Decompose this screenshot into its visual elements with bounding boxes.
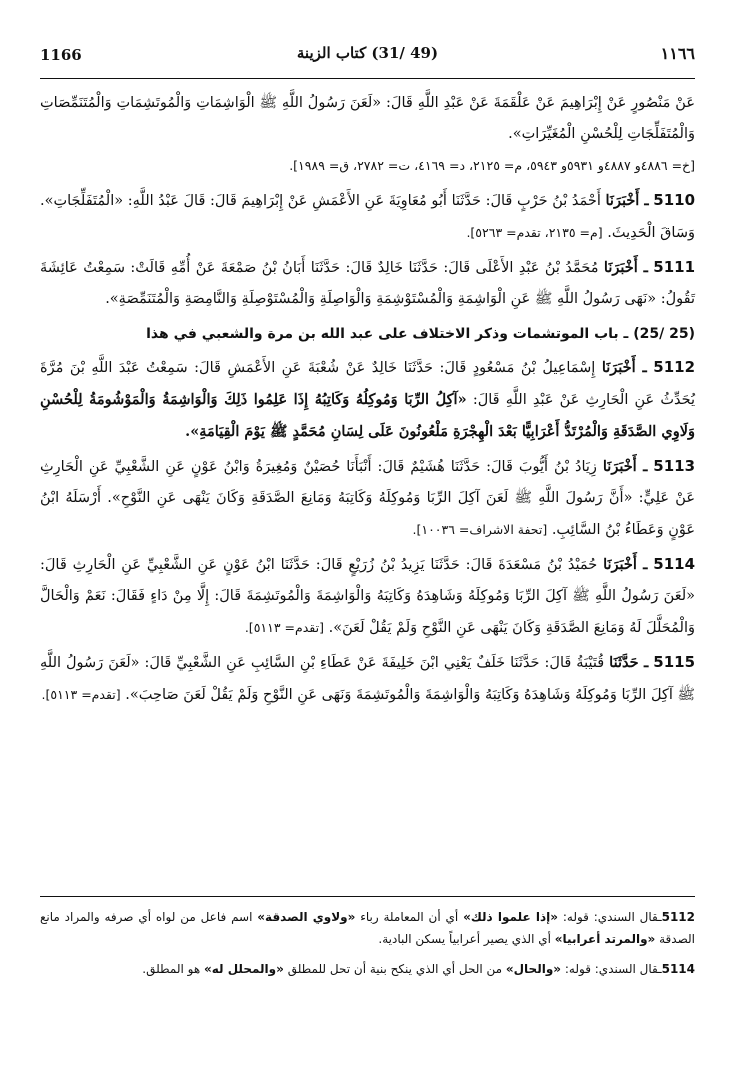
hadith-number: 5110	[653, 191, 696, 209]
hadith-5115	[40, 647, 695, 711]
hadith-5112	[40, 352, 695, 448]
chapter-heading: (25 /25) ـ باب الموتشمات وذكر الاختلاف على عبد الله بن مرة والشعبي في هذا	[146, 326, 695, 342]
intro-text: عَنْ مَنْصُورٍ عَنْ إِبْرَاهِيمَ عَنْ عَلْقَمَةَ عَنْ عَبْدِ اللَّهِ قَالَ: «لَعَنَ رَسُولُ اللَّهِ ﷺ الْوَاشِمَاتِ وَالْمُوتَشِمَاتِ وَالْمُتَنَمِّصَاتِ وَالْمُتَفَلِّجَاتِ لِلْحُسْنِ الْمُغَيِّرَاتِ».	[40, 95, 695, 142]
hadith-5110	[40, 185, 695, 249]
page-number-latin: 1166	[40, 46, 82, 64]
footnote-number: 5114	[661, 962, 695, 976]
hadith-source-verb: ـ أَخْبَرَنَا	[603, 556, 648, 573]
hadith-source-verb: ـ أَخْبَرَنَا	[602, 458, 648, 475]
hadith-text: زِيَادُ بْنُ أَيُّوبَ قَالَ: حَدَّثَنَا هُشَيْمٌ قَالَ: أَنْبَأَنَا حُصَيْنٌ وَمُغِيرَةُ وَابْنُ عَوْنٍ عَنِ الشَّعْبِيِّ عَنِ الْحَارِثِ عَنْ عَلِيٍّ: «أَنَّ رَسُولَ اللَّهِ ﷺ لَعَنَ آكِلَ الرِّبَا وَمُوكِلَهُ وَكَاتِبَهُ وَمَانِعَ الصَّدَقَةِ وَكَانَ يَنْهَى عَنِ النَّوْحِ». أَرْسَلَهُ ابْنُ عَوْنٍ وَعَطَاءُ بْنُ السَّائِبِ.	[40, 459, 695, 538]
hadith-quote: «آكِلُ الرِّبَا وَمُوكِلُهُ وَكَاتِبُهُ إِذَا عَلِمُوا ذَلِكَ وَالْوَاشِمَةُ وَالْمَوْشُومَةُ لِلْحُسْنِ وَلَاوِي الصَّدَقَةِ وَالْمُرْتَدُّ أَعْرَابِيًّا بَعْدَ الْهِجْرَةِ مَلْعُونُونَ عَلَى لِسَانِ مُحَمَّدٍ ﷺ يَوْمَ الْقِيَامَةِ».	[40, 391, 695, 440]
hadith-source-verb: ـ أَخْبَرَنَا	[603, 259, 648, 276]
footnote-quote: «ولاوي الصدقة»	[257, 910, 356, 924]
footnote-5114	[40, 958, 695, 980]
footnote-quote: «والمرتد أعرابيا»	[554, 932, 656, 946]
page-header	[40, 44, 695, 68]
hadith-text: مُحَمَّدُ بْنُ عَبْدِ الأَعْلَى قَالَ: حَدَّثَنَا خَالِدٌ قَالَ: حَدَّثَنَا أَبَانُ بْنُ صَمْعَةَ عَنْ أُمِّهِ قَالَتْ: سَمِعْتُ عَائِشَةَ تَقُولُ: «نَهَى رَسُولُ اللَّهِ ﷺ عَنِ الْوَاشِمَةِ وَالْمُسْتَوْشِمَةِ وَالْوَاصِلَةِ وَالْمُسْتَوْصِلَةِ وَالنَّامِصَةِ وَالْمُتَنَمِّصَةِ».	[40, 260, 695, 307]
main-text	[40, 88, 695, 714]
hadith-reference: [تقدم= ٥١١٣].	[41, 687, 121, 702]
hadith-reference: [تقدم= ٥١١٣].	[244, 620, 324, 635]
footnote-text: أي الذي يصير أعرابياً يسكن البادية.	[378, 932, 551, 946]
hadith-reference: [م= ٢١٣٥، تقدم= ٥٢٦٣].	[466, 225, 603, 240]
hadith-text: حُمَيْدُ بْنُ مَسْعَدَةَ قَالَ: حَدَّثَنَا يَزِيدُ بْنُ زُرَيْعٍ قَالَ: حَدَّثَنَا ابْنُ عَوْنٍ عَنِ الشَّعْبِيِّ عَنِ الْحَارِثِ قَالَ: «لَعَنَ رَسُولُ اللَّهِ ﷺ آكِلَ الرِّبَا وَمُوكِلَهُ وَشَاهِدَهُ وَكَاتِبَهُ وَالْوَاشِمَةَ وَالْمُوتَشِمَةَ قَالَ: إِلَّا مِنْ دَاءٍ فَقَالَ: نَعَمْ وَالْحَالَّ وَالْمُحَلَّلَ لَهُ وَمَانِعَ الصَّدَقَةِ وَكَانَ يَنْهَى عَنِ النَّوْحِ وَلَمْ يَقُلْ لَعَنَ».	[40, 557, 695, 636]
footnote-quote: «والحال»	[505, 962, 562, 976]
hadith-number: 5111	[653, 258, 696, 276]
hadith-source-verb: ـ حَدَّثَنَا	[609, 654, 649, 671]
hadith-number: 5115	[653, 653, 696, 671]
footnote-divider	[40, 896, 695, 897]
hadith-5113	[40, 451, 695, 546]
hadith-source-verb: ـ أَخْبَرَنَا	[605, 192, 649, 209]
hadith-text: أَحْمَدُ بْنُ حَرْبٍ قَالَ: حَدَّثَنَا أَبُو مُعَاوِيَةَ عَنِ الأَعْمَشِ عَنْ إِبْرَاهِيمَ قَالَ: قَالَ عَبْدُ اللَّهِ: «الْمُتَفَلِّجَاتِ». وَسَاقَ الْحَدِيثَ.	[40, 193, 695, 241]
hadith-5114	[40, 549, 695, 644]
intro-reference: [خ= ٤٨٨٦و ٤٨٨٧و ٥٩٣١و ٥٩٤٣، م= ٢١٢٥، د= ٤١٦٩، ت= ٢٧٨٢، ق= ١٩٨٩].	[289, 158, 695, 173]
footnote-text: اسم فاعل من لواه أي صرفه والمراد مانع الصدقة	[40, 910, 695, 946]
footnote-text: هو المطلق.	[142, 962, 201, 976]
footnotes	[40, 906, 695, 988]
hadith-number: 5113	[653, 457, 696, 475]
footnote-lead: ـقال السندي: قوله:	[562, 910, 662, 924]
hadith-reference: [تحفة الاشراف= ١٠٠٣٦].	[412, 522, 548, 537]
footnote-number: 5112	[661, 910, 696, 924]
hadith-5111	[40, 252, 695, 315]
intro-paragraph	[40, 88, 695, 182]
footnote-quote: «والمحلل له»	[204, 962, 284, 976]
hadith-source-verb: ـ أَخْبَرَنَا	[601, 359, 647, 376]
footnote-text: من الحل أي الذي ينكح بنية أن تحل للمطلق	[287, 962, 503, 976]
footnote-quote: «إذا علموا ذلك»	[463, 910, 558, 924]
hadith-number: 5112	[653, 358, 696, 376]
footnote-5112	[40, 906, 695, 950]
header-divider	[40, 78, 695, 79]
hadith-text: إِسْمَاعِيلُ بْنُ مَسْعُودٍ قَالَ: حَدَّثَنَا خَالِدٌ عَنْ شُعْبَةَ عَنِ الأَعْمَشِ قَالَ: سَمِعْتُ عَبْدَ اللَّهِ بْنَ مُرَّةَ يُحَدِّثُ عَنِ الْحَارِثِ عَنْ عَبْدِ اللَّهِ قَالَ:	[40, 360, 696, 408]
footnote-lead: ـقال السندي: قوله:	[564, 962, 662, 976]
hadith-number: 5114	[653, 555, 696, 573]
page-number-arabic: ١١٦٦	[660, 44, 695, 63]
running-title: (49 /31) كتاب الزينة	[296, 44, 439, 62]
footnote-text: أي أن المعاملة رباء	[360, 910, 459, 924]
hadith-text: قُتَيْبَةُ قَالَ: حَدَّثَنَا خَلَفٌ يَعْنِي ابْنَ خَلِيفَةَ عَنْ عَطَاءِ بْنِ السَّائِبِ عَنِ الشَّعْبِيِّ قَالَ: «لَعَنَ رَسُولُ اللَّهِ ﷺ آكِلَ الرِّبَا وَمُوكِلَهُ وَشَاهِدَهُ وَكَاتِبَهُ وَالْوَاشِمَةَ وَالْمُوتَشِمَةَ وَنَهَى عَنِ النَّوْحِ وَلَمْ يَقُلْ لَعَنَ صَاحِبَ».	[40, 655, 695, 703]
